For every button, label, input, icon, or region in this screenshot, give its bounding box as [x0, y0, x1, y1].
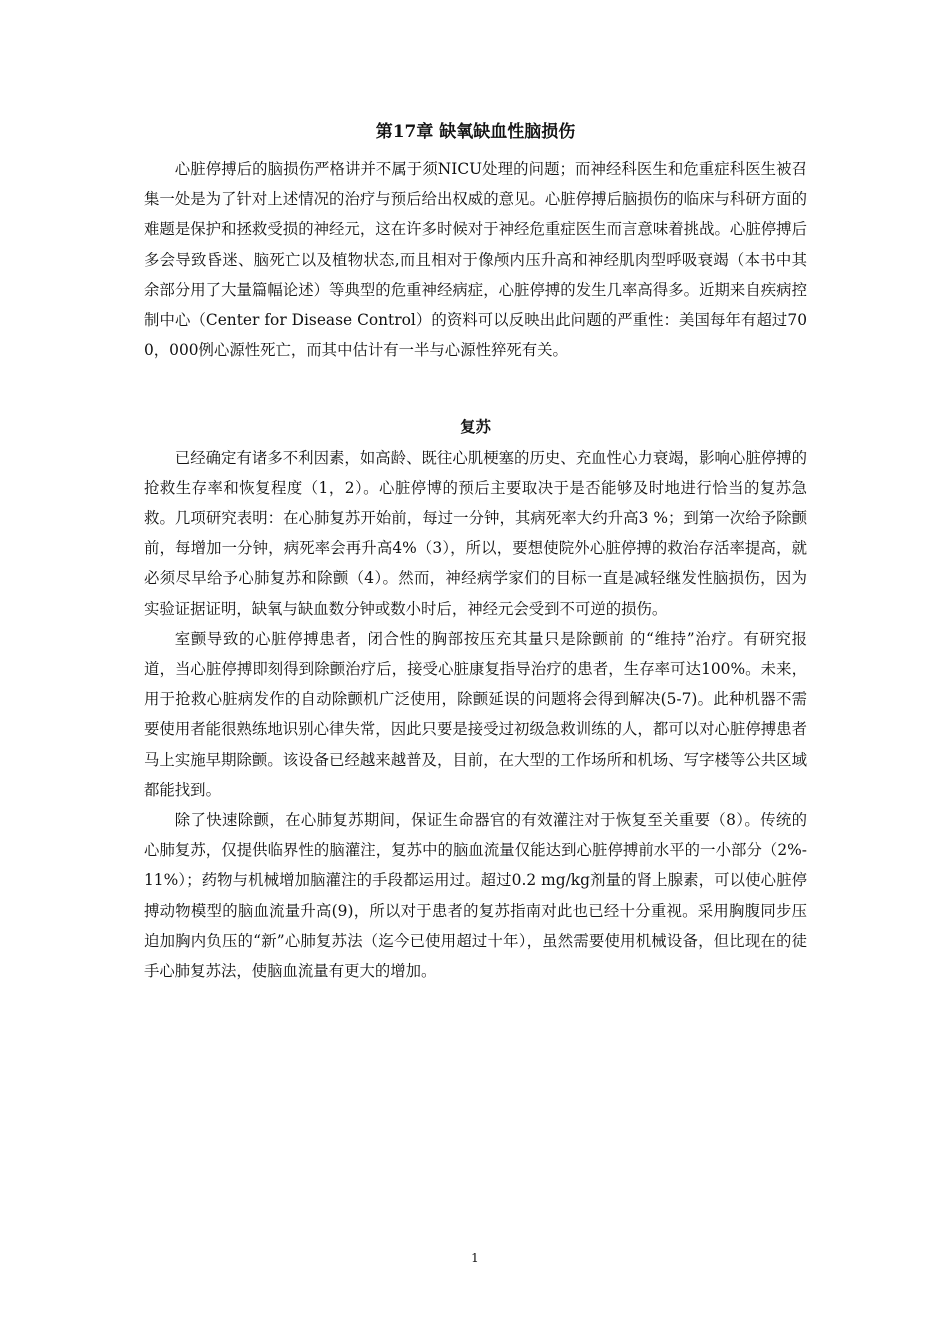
chapter-title: [144, 119, 807, 145]
section-paragraph: 已经确定有诸多不利因素，如高龄、既往心肌梗塞的历史、充血性心力衰竭，影响心脏停搏的抢救生存率和恢复程度（1，2）。心脏停博的预后主要取决于是否能够及时地进行恰当的复苏急救。几项研究表明：在心肺复苏开始前，每过一分钟，其病死率大约升高3 %；到第一次给予除颤前，每增加一分钟，病死率会再升高4%（3），所以，要想使院外心脏停搏的救治存活率提高，就必须尽早给予心肺复苏和除颤（4）。然而，神经病学家们的目标一直是减轻继发性脑损伤，因为实验证据证明，缺氧与缺血数分钟或数小时后，神经元会受到不可逆的损伤。: [144, 448, 807, 618]
chapter-title-text: 章 缺氧缺血性脑损伤: [416, 122, 576, 142]
section-paragraph: 室颤导致的心脏停搏患者，闭合性的胸部按压充其量只是除颤前 的“维持”治疗。有研究报道，当心脏停搏即刻得到除颤治疗后，接受心脏康复指导治疗的患者，生存率可达100%。未来，用于抢救心脏病发作的自动除颤机广泛使用，除颤延误的问题将会得到解决(5-7)。此种机器不需要使用者能很熟练地识别心律失常，因此只要是接受过初级急救训练的人，都可以对心脏停搏患者马上实施早期除颤。该设备已经越来越普及，目前，在大型的工作场所和机场、写字楼等公共区域都能找到。: [144, 629, 807, 799]
section-paragraph: 除了快速除颤，在心肺复苏期间，保证生命器官的有效灌注对于恢复至关重要（8）。传统的心肺复苏，仅提供临界性的脑灌注，复苏中的脑血流量仅能达到心脏停搏前水平的一小部分（2%-11%）；药物与机械增加脑灌注的手段都运用过。超过0.2 mg/kg剂量的肾上腺素，可以使心脏停搏动物模型的脑血流量升高(9)，所以对于患者的复苏指南对此也已经十分重视。采用胸腹同步压迫加胸内负压的“新”心肺复苏法（迄今已使用超过十年），虽然需要使用机械设备，但比现在的徒手心肺复苏法，使脑血流量有更大的增加。: [144, 811, 807, 981]
chapter-number: 17: [392, 122, 417, 142]
section-title: 复苏: [460, 418, 491, 437]
intro-paragraph: 心脏停搏后的脑损伤严格讲并不属于须NICU处理的问题；而神经科医生和危重症科医生被召集一处是为了针对上述情况的治疗与预后给出权威的意见。心脏停搏后脑损伤的临床与科研方面的难题是保护和拯救受损的神经元，这在许多时候对于神经危重症医生而言意味着挑战。心脏停搏后多会导致昏迷、脑死亡以及植物状态,而且相对于像颅内压升高和神经肌肉型呼吸衰竭（本书中其余部分用了大量篇幅论述）等典型的危重神经病症，心脏停搏的发生几率高得多。近期来自疾病控制中心（Center for Disease Control）的资料可以反映出此问题的严重性：美国每年有超过700，000例心源性死亡，而其中估计有一半与心源性猝死有关。: [144, 160, 807, 360]
chapter-prefix: 第: [375, 122, 393, 142]
page-content: [144, 119, 807, 986]
page-number: 1: [471, 1251, 479, 1265]
